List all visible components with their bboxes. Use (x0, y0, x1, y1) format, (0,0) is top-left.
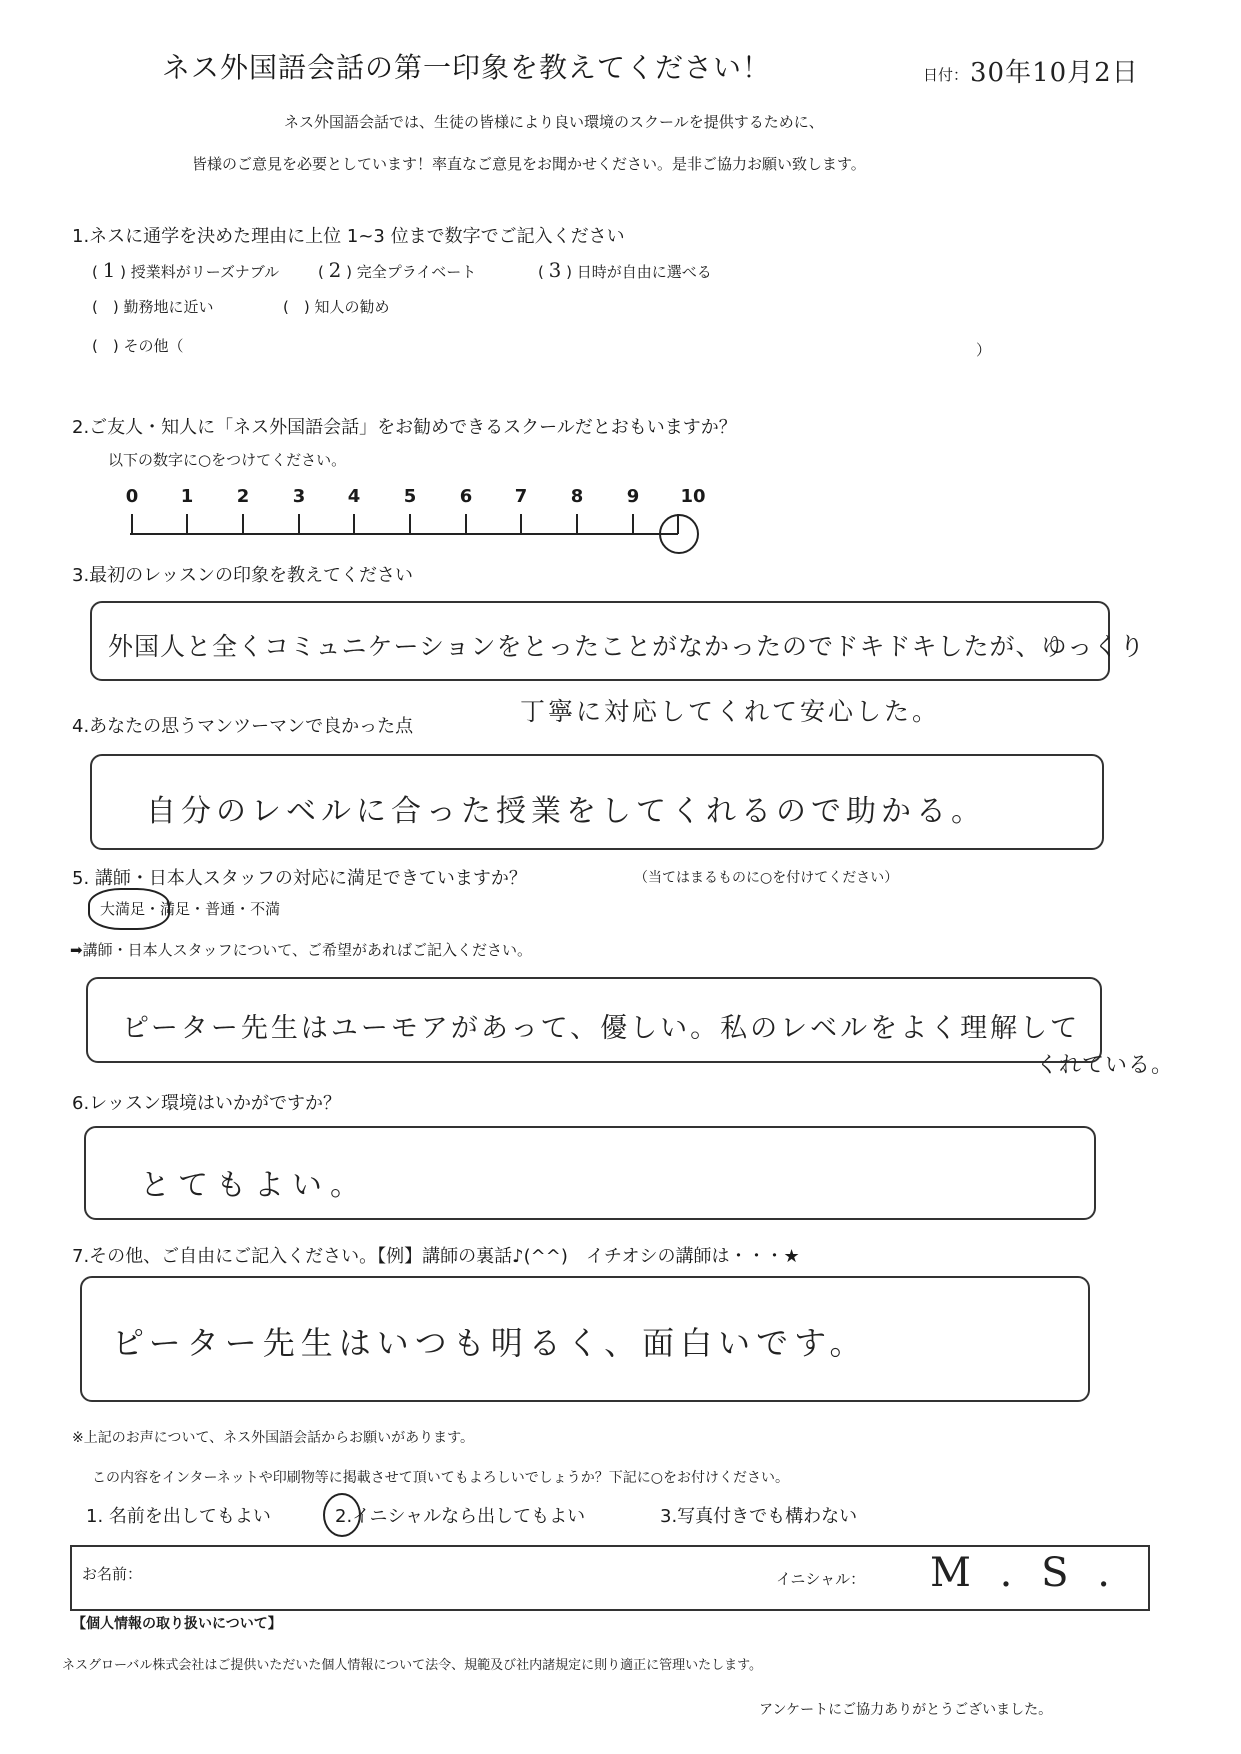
scale-number[interactable]: 3 (292, 486, 306, 507)
date-value[interactable]: 30年10月2日 (970, 58, 1139, 88)
scale-number[interactable]: 8 (570, 486, 584, 507)
scale-number[interactable]: 4 (347, 486, 361, 507)
q5-question: 5. 講師・日本人スタッフの対応に満足できていますか？ (72, 868, 527, 889)
q7-answer: ピーター先生はいつも明るく、面白いです。 (112, 1324, 868, 1362)
scale-tick (576, 514, 578, 534)
q5-separator: ・ (145, 900, 161, 918)
privacy-heading: 【個人情報の取り扱いについて】 (72, 1616, 282, 1632)
date-label: 日付： (923, 66, 969, 84)
consent-option-3[interactable]: 3.写真付きでも構わない (660, 1506, 858, 1527)
scale-number[interactable]: 9 (626, 486, 640, 507)
scale-number[interactable]: 2 (236, 486, 250, 507)
q1-option-1[interactable]: ( 1 ) 授業料がリーズナブル (92, 258, 280, 282)
q7-question: 7.その他、ご自由にご記入ください。【例】講師の裏話♪(^^) イチオシの講師は・・・★ (72, 1246, 800, 1267)
q5-selected-circle (88, 888, 170, 930)
q1-mark-1[interactable]: 1 (102, 258, 116, 282)
q5-separator: ・ (190, 900, 206, 918)
q6-question: 6.レッスン環境はいかがですか？ (72, 1093, 341, 1114)
initial-value[interactable]: M . S . (930, 1550, 1118, 1596)
scale-tick (520, 514, 522, 534)
q4-answer: 自分のレベルに合った授業をしてくれるので助かる。 (146, 794, 986, 829)
q3-question: 3.最初のレッスンの印象を教えてください (72, 565, 413, 586)
consent-option-2[interactable]: 2.イニシャルなら出してもよい (335, 1506, 586, 1527)
q1-option-label: 完全プライベート (356, 263, 477, 281)
q2-question: 2.ご友人・知人に「ネス外国語会話」をお勧めできるスクールだとおもいますか？ (72, 417, 737, 438)
scale-tick (353, 514, 355, 534)
q5-answer-line-2: くれている。 (1036, 1053, 1175, 1078)
scale-tick (409, 514, 411, 534)
q5-option-dissatisfied[interactable]: 不満 (250, 900, 281, 918)
consent-note: ※上記のお声について、ネス外国語会話からお願いがあります。 (72, 1430, 475, 1446)
q4-question: 4.あなたの思うマンツーマンで良かった点 (72, 716, 414, 737)
scale-tick (298, 514, 300, 534)
q1-option-label: 授業料がリーズナブル (130, 263, 280, 281)
scale-number[interactable]: 6 (459, 486, 473, 507)
q1-option-5[interactable]: ( ) 知人の勧め (283, 298, 390, 316)
scale-tick (131, 514, 133, 534)
intro-line-1: ネス外国語会話では、生徒の皆様により良い環境のスクールを提供するために、 (284, 113, 824, 131)
scale-tick (465, 514, 467, 534)
selected-score-circle (659, 514, 699, 554)
thanks-text: アンケートにご協力ありがとうございました。 (759, 1702, 1053, 1718)
privacy-text: ネスグローバル株式会社はご提供いただいた個人情報について法令、規範及び社内諸規定に則り適正に管理いたします。 (62, 1658, 763, 1673)
scale-tick (632, 514, 634, 534)
q1-option-label: 勤務地に近い (123, 298, 214, 316)
q5-option-neutral[interactable]: 普通 (205, 900, 236, 918)
q2-instruction: 以下の数字に○をつけてください。 (108, 451, 347, 469)
scale-number[interactable]: 10 (680, 486, 706, 507)
initial-label: イニシャル： (776, 1570, 866, 1588)
q1-mark-2[interactable]: 2 (328, 258, 342, 282)
q5-option-very-satisfied[interactable]: 大満足 (100, 900, 146, 918)
q1-option-label: その他（ (123, 337, 184, 355)
scale-tick (186, 514, 188, 534)
page-title: ネス外国語会話の第一印象を教えてください！ (162, 51, 772, 84)
q1-option-6[interactable]: ( ) その他（ (92, 337, 184, 355)
q3-answer-line-2: 丁寧に対応してくれて安心した。 (520, 697, 941, 726)
scale-number[interactable]: 0 (125, 486, 139, 507)
q5-request-label: ➡講師・日本人スタッフについて、ご希望があればご記入ください。 (70, 941, 532, 959)
q1-question: 1.ネスに通学を決めた理由に上位 1~3 位まで数字でご記入ください (72, 226, 625, 247)
scale-number[interactable]: 1 (180, 486, 194, 507)
q1-mark-3[interactable]: 3 (548, 258, 562, 282)
q1-option-3[interactable]: ( 3 ) 日時が自由に選べる (538, 258, 712, 282)
scale-number[interactable]: 5 (403, 486, 417, 507)
intro-line-2: 皆様のご意見を必要としています！率直なご意見をお聞かせください。是非ご協力お願い致します。 (192, 155, 866, 173)
q6-answer: とてもよい。 (140, 1168, 368, 1203)
q1-option-2[interactable]: ( 2 ) 完全プライベート (318, 258, 477, 282)
q1-option-label: 日時が自由に選べる (576, 263, 712, 281)
scale-tick (242, 514, 244, 534)
q1-option-4[interactable]: ( ) 勤務地に近い (92, 298, 214, 316)
name-label: お名前： (82, 1565, 143, 1583)
scale-number[interactable]: 7 (514, 486, 528, 507)
q3-answer-line-1: 外国人と全くコミュニケーションをとったことがなかったのでドキドキしたが、ゆっくり (108, 632, 1146, 661)
q5-option-satisfied[interactable]: 満足 (160, 900, 191, 918)
scale-line (130, 533, 678, 535)
q5-note: （当てはまるものに○を付けてください） (634, 870, 899, 886)
q5-separator: ・ (235, 900, 251, 918)
consent-selected-circle (323, 1493, 361, 1537)
consent-request: この内容をインターネットや印刷物等に掲載させて頂いてもよろしいでしょうか？下記に○をお付けください。 (92, 1470, 789, 1486)
consent-option-1[interactable]: 1. 名前を出してもよい (86, 1506, 271, 1527)
q1-option-label: 知人の勧め (314, 298, 390, 316)
q1-other-close: ） (976, 341, 992, 359)
q5-answer-line-1: ピーター先生はユーモアがあって、優しい。私のレベルをよく理解して (122, 1013, 1081, 1044)
